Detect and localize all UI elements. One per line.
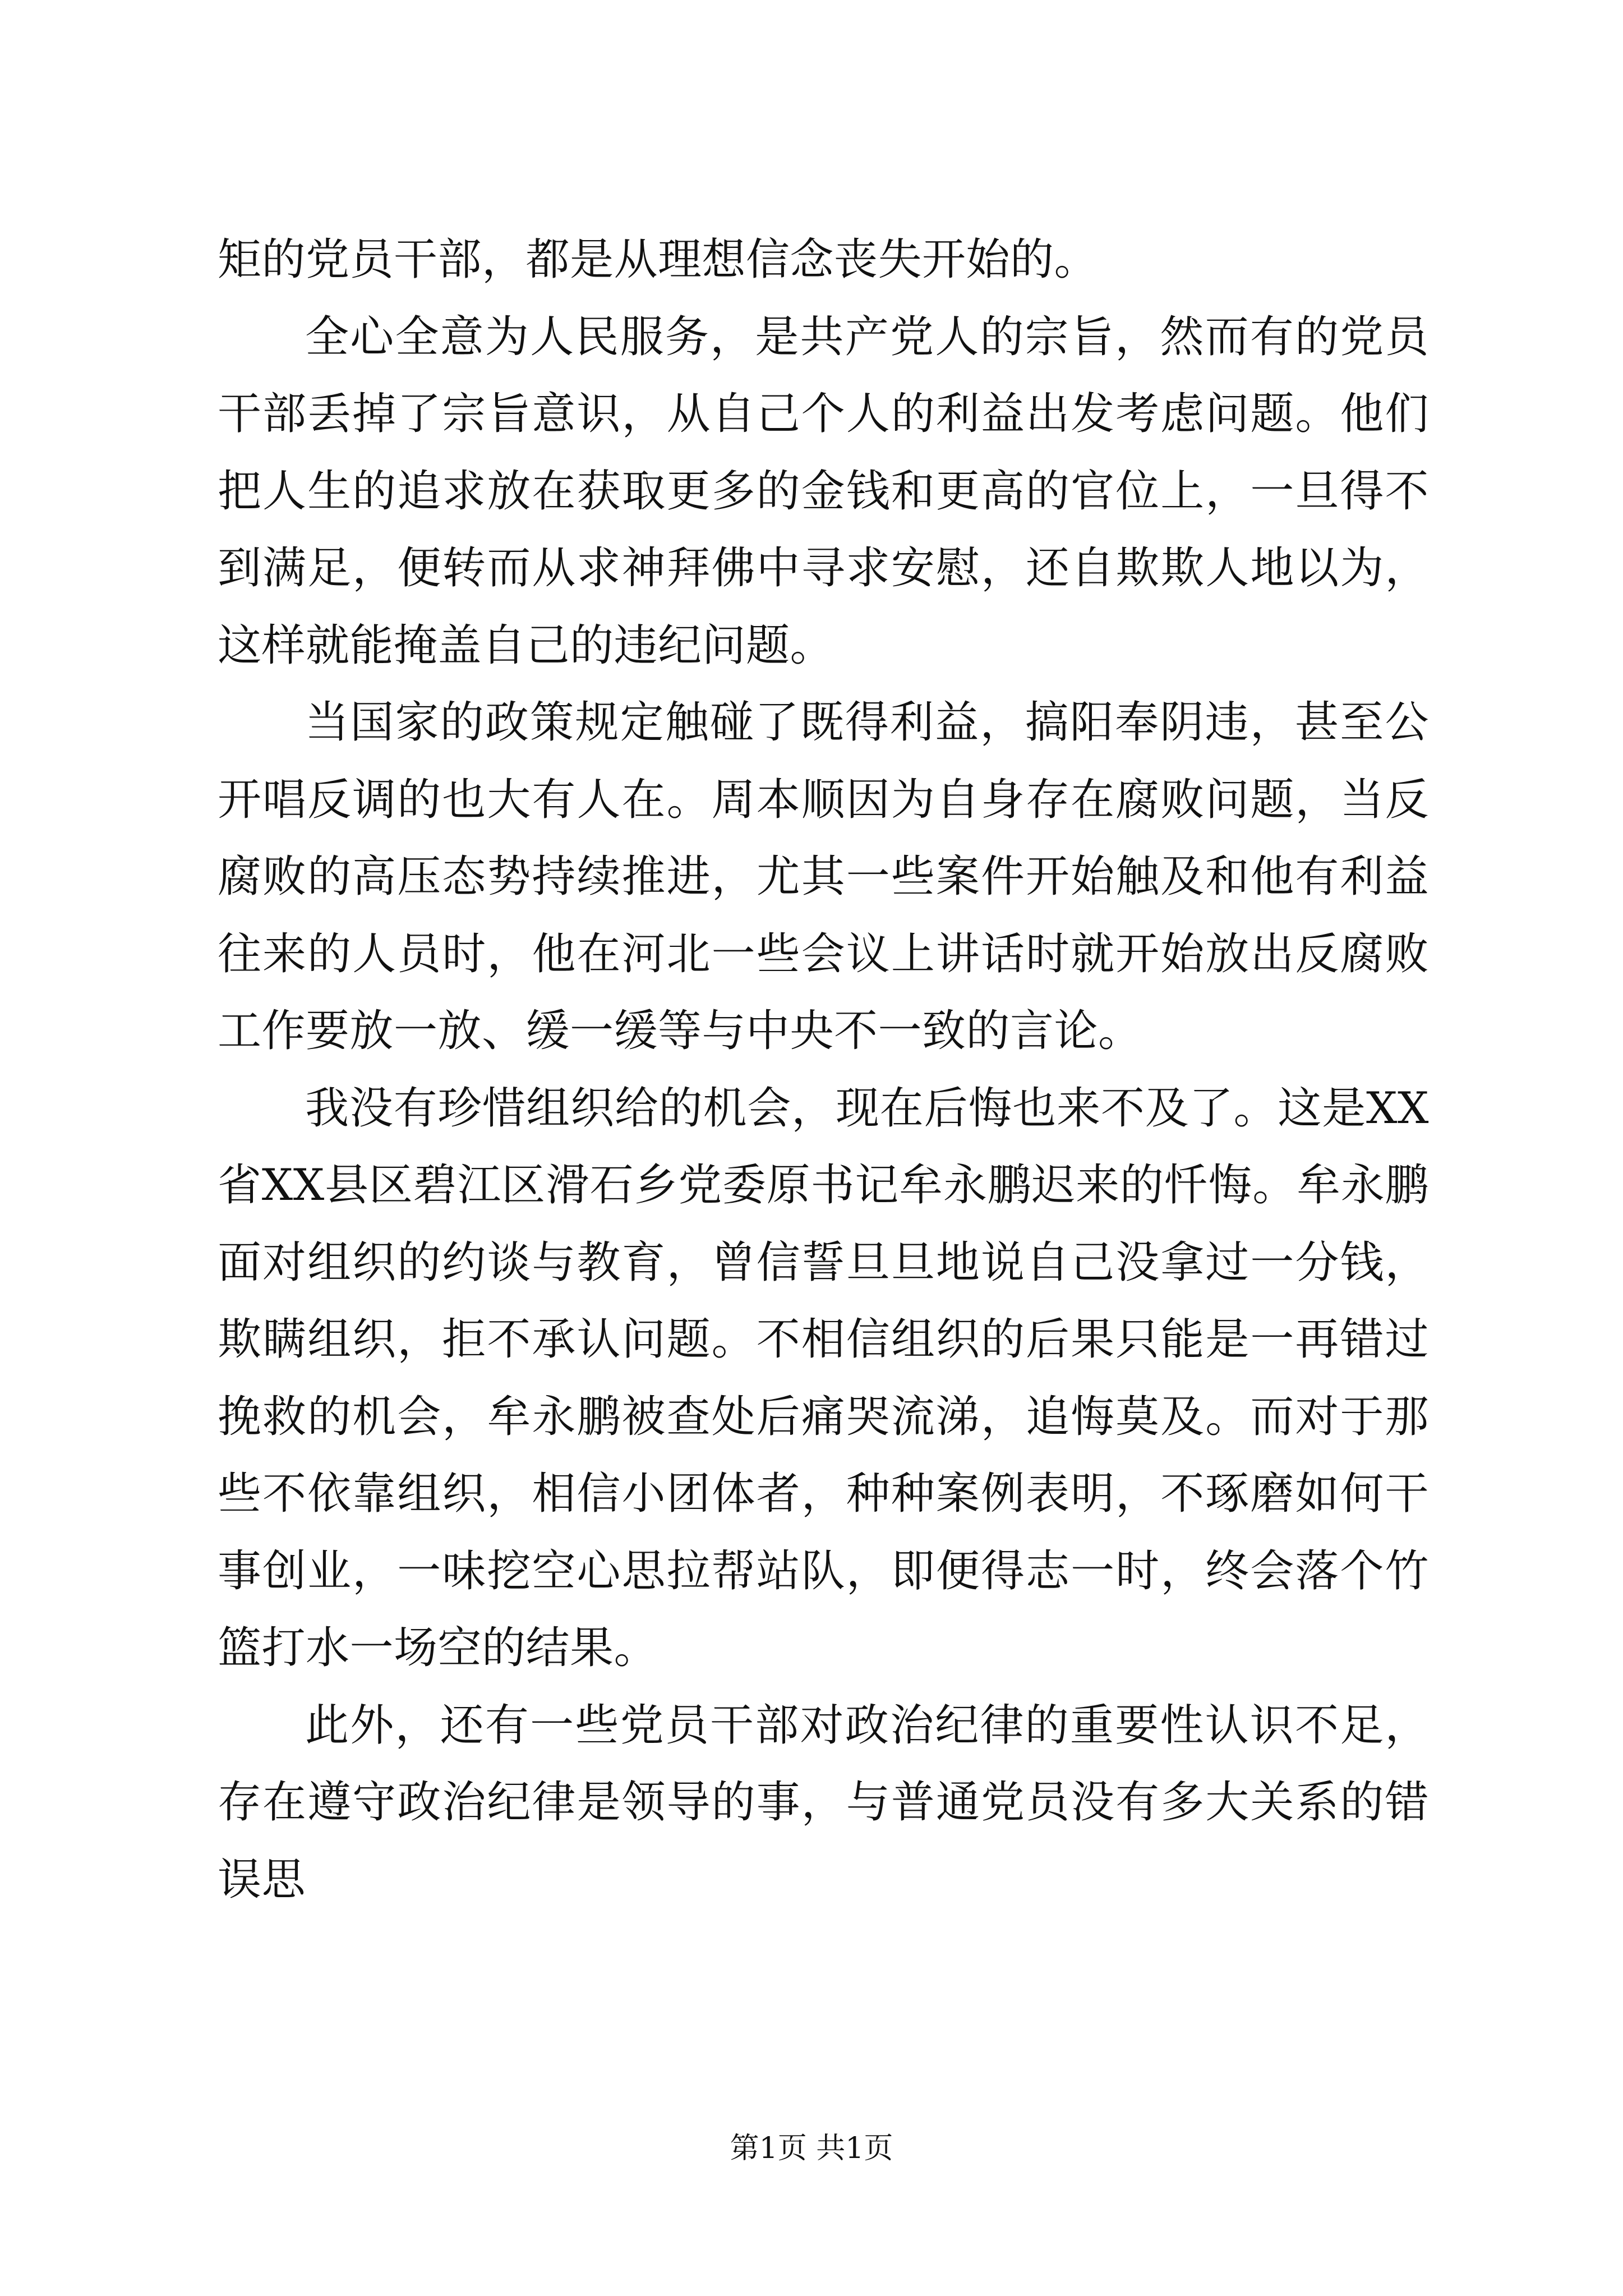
paragraph: 当国家的政策规定触碰了既得利益，搞阳奉阴违，甚至公开唱反调的也大有人在。周本顺因为自身存在腐败问题，当反腐败的高压态势持续推进，尤其一些案件开始触及和他有利益往来的人员时，他在河北一些会议上讲话时就开始放出反腐败工作要放一放、缓一缓等与中央不一致的言论。: [218, 697, 1429, 1056]
paragraph: 我没有珍惜组织给的机会，现在后悔也来不及了。这是XX省XX县区碧江区滑石乡党委原书记牟永鹏迟来的忏悔。牟永鹏面对组织的约谈与教育，曾信誓旦旦地说自己没拿过一分钱，欺瞒组织，拒不承认问题。不相信组织的后果只能是一再错过挽救的机会，牟永鹏被查处后痛哭流涕，追悔莫及。而对于那些不依靠组织，相信小团体者，种种案例表明，不琢磨如何干事创业，一味挖空心思拉帮站队，即便得志一时，终会落个竹篮打水一场空的结果。: [218, 1083, 1429, 1673]
paragraph-continuation: 矩的党员干部，都是从理想信念丧失开始的。: [218, 234, 1099, 285]
document-body: [218, 222, 1429, 1918]
paragraph: 此外，还有一些党员干部对政治纪律的重要性认识不足，存在遵守政治纪律是领导的事，与普通党员没有多大关系的错误思: [218, 1700, 1429, 1905]
paragraph: 全心全意为人民服务，是共产党人的宗旨，然而有的党员干部丢掉了宗旨意识，从自己个人的利益出发考虑问题。他们把人生的追求放在获取更多的金钱和更高的官位上，一旦得不到满足，便转而从求神拜佛中寻求安慰，还自欺欺人地以为，这样就能掩盖自己的违纪问题。: [218, 311, 1429, 671]
page-footer: 第1页 共1页: [730, 2132, 893, 2165]
